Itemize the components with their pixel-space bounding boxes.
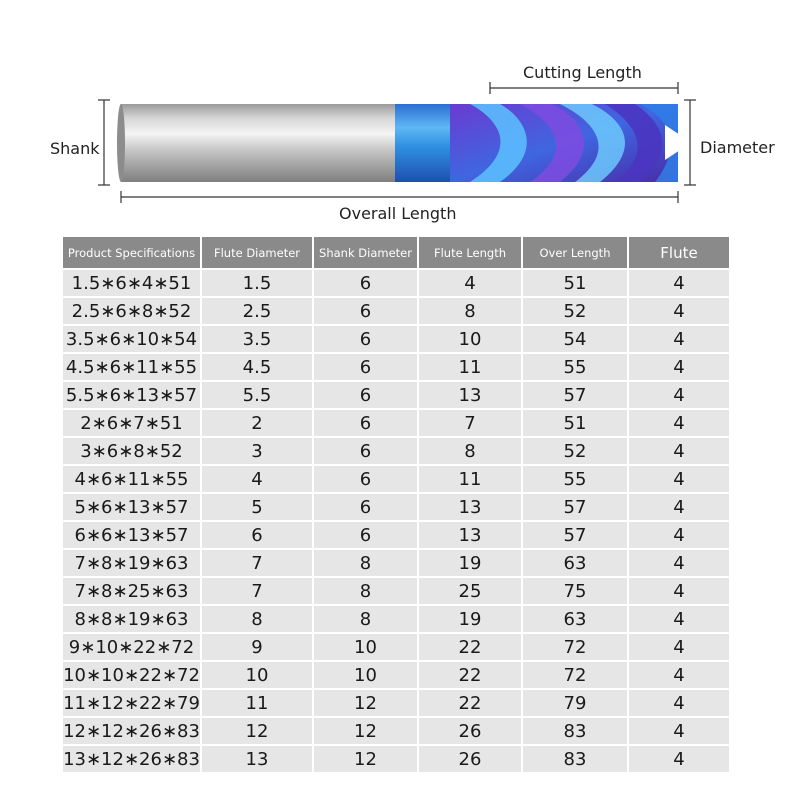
cell-product-spec: 5∗6∗13∗57	[63, 494, 200, 520]
cell-flute-length: 22	[419, 690, 521, 716]
cell-flute-length: 13	[419, 494, 521, 520]
cell-over-length: 57	[523, 494, 627, 520]
header-shank-diameter: Shank Diameter	[314, 237, 417, 268]
cell-product-spec: 7∗8∗25∗63	[63, 578, 200, 604]
cell-flute-diameter: 10	[202, 662, 312, 688]
cell-flute-length: 19	[419, 606, 521, 632]
table-header-row	[63, 237, 729, 268]
cell-flute-diameter: 13	[202, 746, 312, 772]
cell-product-spec: 9∗10∗22∗72	[63, 634, 200, 660]
cell-product-spec: 6∗6∗13∗57	[63, 522, 200, 548]
specification-table	[61, 235, 731, 774]
table-row	[63, 662, 729, 688]
cell-over-length: 54	[523, 326, 627, 352]
cell-flute-diameter: 7	[202, 550, 312, 576]
cell-product-spec: 5.5∗6∗13∗57	[63, 382, 200, 408]
cell-shank-diameter: 6	[314, 494, 417, 520]
cell-over-length: 51	[523, 410, 627, 436]
table-row	[63, 522, 729, 548]
cell-shank-diameter: 10	[314, 634, 417, 660]
cell-flute-diameter: 4.5	[202, 354, 312, 380]
cell-product-spec: 2∗6∗7∗51	[63, 410, 200, 436]
cell-flute-count: 4	[629, 494, 729, 520]
cell-flute-count: 4	[629, 410, 729, 436]
table-row	[63, 410, 729, 436]
cell-over-length: 52	[523, 298, 627, 324]
table-row	[63, 354, 729, 380]
end-mill-illustration	[0, 0, 800, 230]
cell-shank-diameter: 6	[314, 354, 417, 380]
cell-flute-length: 13	[419, 382, 521, 408]
cell-flute-count: 4	[629, 690, 729, 716]
cell-flute-count: 4	[629, 270, 729, 296]
table-row	[63, 382, 729, 408]
cell-flute-count: 4	[629, 522, 729, 548]
shank-body	[117, 104, 401, 182]
table-row	[63, 466, 729, 492]
cutting-length-label: Cutting Length	[523, 63, 642, 82]
cell-over-length: 51	[523, 270, 627, 296]
cell-shank-diameter: 6	[314, 382, 417, 408]
cell-flute-diameter: 9	[202, 634, 312, 660]
cell-flute-length: 4	[419, 270, 521, 296]
cell-flute-count: 4	[629, 438, 729, 464]
cell-flute-count: 4	[629, 550, 729, 576]
cell-shank-diameter: 6	[314, 522, 417, 548]
cell-product-spec: 3∗6∗8∗52	[63, 438, 200, 464]
table-row	[63, 718, 729, 744]
diameter-label: Diameter	[700, 138, 775, 157]
cell-shank-diameter: 8	[314, 578, 417, 604]
end-mill-diagram	[0, 0, 800, 230]
cell-over-length: 75	[523, 578, 627, 604]
cell-flute-diameter: 7	[202, 578, 312, 604]
header-flute-diameter: Flute Diameter	[202, 237, 312, 268]
table-row	[63, 326, 729, 352]
cell-flute-length: 26	[419, 746, 521, 772]
cell-shank-diameter: 6	[314, 438, 417, 464]
table-row	[63, 270, 729, 296]
cell-shank-diameter: 8	[314, 550, 417, 576]
table-row	[63, 690, 729, 716]
table-row	[63, 578, 729, 604]
cell-shank-diameter: 12	[314, 718, 417, 744]
cell-product-spec: 8∗8∗19∗63	[63, 606, 200, 632]
cell-flute-diameter: 2	[202, 410, 312, 436]
cell-over-length: 57	[523, 382, 627, 408]
cell-flute-length: 19	[419, 550, 521, 576]
cell-shank-diameter: 12	[314, 746, 417, 772]
cell-flute-count: 4	[629, 578, 729, 604]
table-row	[63, 494, 729, 520]
table-row	[63, 606, 729, 632]
cell-over-length: 55	[523, 466, 627, 492]
header-flute-length: Flute Length	[419, 237, 521, 268]
overall-length-label: Overall Length	[339, 204, 457, 223]
cell-over-length: 63	[523, 606, 627, 632]
cell-flute-count: 4	[629, 718, 729, 744]
cell-product-spec: 2.5∗6∗8∗52	[63, 298, 200, 324]
cell-flute-count: 4	[629, 606, 729, 632]
cell-shank-diameter: 6	[314, 326, 417, 352]
cell-flute-length: 8	[419, 438, 521, 464]
cell-product-spec: 4∗6∗11∗55	[63, 466, 200, 492]
table-row	[63, 634, 729, 660]
cell-product-spec: 13∗12∗26∗83	[63, 746, 200, 772]
cell-flute-diameter: 4	[202, 466, 312, 492]
cell-flute-length: 7	[419, 410, 521, 436]
header-flute: Flute	[629, 237, 729, 268]
cell-over-length: 72	[523, 662, 627, 688]
diameter-dimension	[684, 100, 696, 185]
cell-flute-length: 10	[419, 326, 521, 352]
cell-over-length: 72	[523, 634, 627, 660]
table-body	[63, 270, 729, 772]
fluted-cutting-section	[395, 104, 680, 182]
cell-shank-diameter: 6	[314, 410, 417, 436]
cell-shank-diameter: 6	[314, 466, 417, 492]
cell-over-length: 55	[523, 354, 627, 380]
table-row	[63, 746, 729, 772]
cell-flute-diameter: 12	[202, 718, 312, 744]
cell-product-spec: 11∗12∗22∗79	[63, 690, 200, 716]
cell-over-length: 83	[523, 746, 627, 772]
cell-flute-length: 22	[419, 662, 521, 688]
cell-flute-diameter: 5.5	[202, 382, 312, 408]
cell-product-spec: 12∗12∗26∗83	[63, 718, 200, 744]
cell-shank-diameter: 10	[314, 662, 417, 688]
cell-flute-diameter: 5	[202, 494, 312, 520]
cell-flute-length: 8	[419, 298, 521, 324]
cell-product-spec: 3.5∗6∗10∗54	[63, 326, 200, 352]
cell-product-spec: 1.5∗6∗4∗51	[63, 270, 200, 296]
cell-flute-length: 13	[419, 522, 521, 548]
cell-flute-length: 11	[419, 466, 521, 492]
cell-flute-length: 25	[419, 578, 521, 604]
cell-flute-count: 4	[629, 326, 729, 352]
cell-flute-length: 22	[419, 634, 521, 660]
cell-flute-diameter: 1.5	[202, 270, 312, 296]
header-product-specifications: Product Specifications	[63, 237, 200, 268]
overall-length-dimension	[121, 191, 678, 203]
cell-flute-count: 4	[629, 466, 729, 492]
cell-product-spec: 4.5∗6∗11∗55	[63, 354, 200, 380]
cell-shank-diameter: 8	[314, 606, 417, 632]
shank-label: Shank	[50, 139, 100, 158]
cell-shank-diameter: 12	[314, 690, 417, 716]
cell-flute-count: 4	[629, 634, 729, 660]
cutting-length-dimension	[490, 82, 678, 94]
cell-shank-diameter: 6	[314, 298, 417, 324]
cell-over-length: 79	[523, 690, 627, 716]
table-row	[63, 438, 729, 464]
cell-flute-count: 4	[629, 746, 729, 772]
table-row	[63, 550, 729, 576]
cell-flute-diameter: 6	[202, 522, 312, 548]
cell-shank-diameter: 6	[314, 270, 417, 296]
cell-flute-diameter: 2.5	[202, 298, 312, 324]
cell-flute-diameter: 3	[202, 438, 312, 464]
cell-flute-diameter: 8	[202, 606, 312, 632]
cell-over-length: 52	[523, 438, 627, 464]
cell-product-spec: 7∗8∗19∗63	[63, 550, 200, 576]
cell-over-length: 57	[523, 522, 627, 548]
cell-product-spec: 10∗10∗22∗72	[63, 662, 200, 688]
header-over-length: Over Length	[523, 237, 627, 268]
cell-flute-diameter: 11	[202, 690, 312, 716]
cell-over-length: 83	[523, 718, 627, 744]
cell-flute-count: 4	[629, 382, 729, 408]
cell-over-length: 63	[523, 550, 627, 576]
cell-flute-diameter: 3.5	[202, 326, 312, 352]
cell-flute-count: 4	[629, 662, 729, 688]
cell-flute-count: 4	[629, 298, 729, 324]
cell-flute-count: 4	[629, 354, 729, 380]
cell-flute-length: 26	[419, 718, 521, 744]
cell-flute-length: 11	[419, 354, 521, 380]
table-row	[63, 298, 729, 324]
